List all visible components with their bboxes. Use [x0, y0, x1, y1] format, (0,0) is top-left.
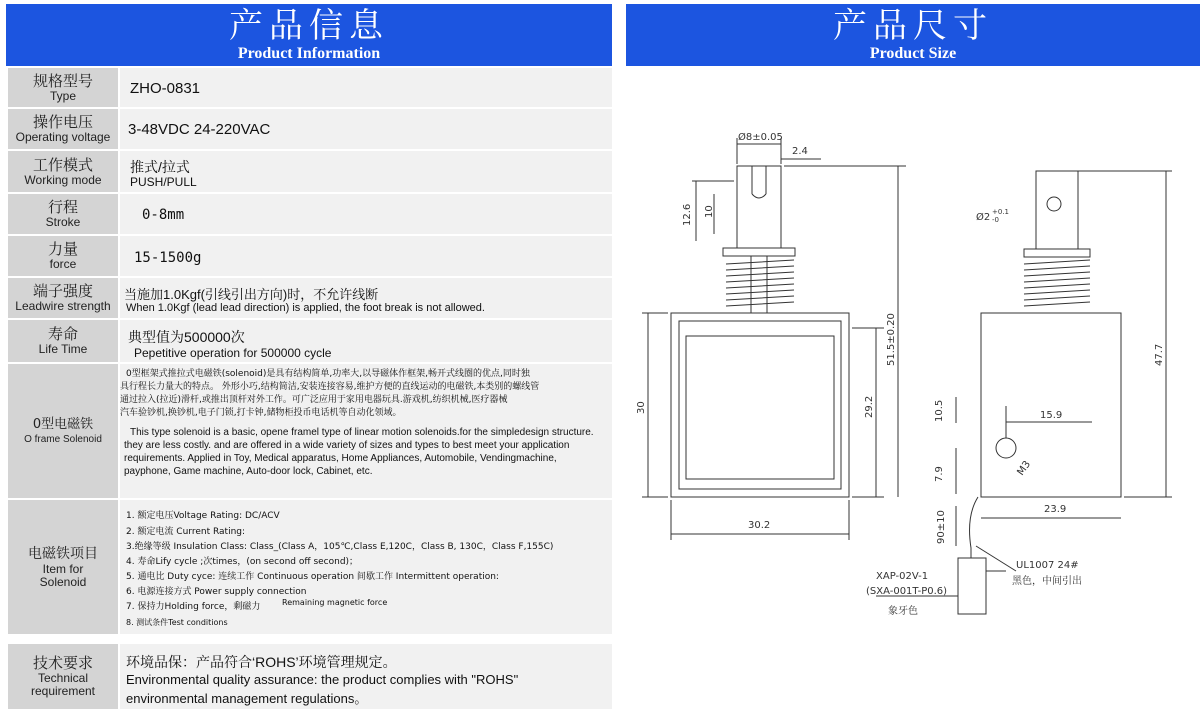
oframe-desc-cn-line: 具行程长力量大的特点。 外形小巧,结构简洁,安装连接容易,维护方便的直线运动的电磁铁,本类别的螺线管 [120, 382, 540, 392]
item-line: 6. 电源连接方式 Power supply connection [126, 587, 307, 597]
dim-51-5: 51.5±0.20 [886, 313, 897, 366]
item-line: 2. 额定电流 Current Rating: [126, 527, 246, 537]
row-value [120, 151, 612, 192]
dim-30: 30 [636, 401, 647, 414]
oframe-desc-cn-line: 通过拉入(拉近)滑杆,或推出顶杆对外工作。可广泛应用于家用电器玩具.游戏机,纺织机械,医疗器械 [120, 395, 508, 405]
oframe-desc-cn-line: 0型框架式推拉式电磁铁(solenoid)是具有结构简单,功率大,以导磁体作框架,畅开式线圈的优点,同时独 [126, 369, 530, 379]
spec-row-stroke [6, 194, 612, 236]
label-cn: 规格型号 [32, 71, 93, 90]
dim-d2: Ø2 [976, 212, 991, 223]
dim-90: 90±10 [936, 510, 947, 544]
connector-color: 象牙色 [888, 606, 918, 617]
tech-value-cn: 环境品保：产品符合‘ROHS’环境管理规定。 [126, 654, 397, 670]
dim-m3: M3 [1015, 459, 1034, 478]
label-cn: 力量 [47, 240, 78, 258]
item-line: 3.绝缘等级 Insulation Class: Class_(Class A，105℃,Class E,120C，Class B, 130C，Class F,155C) [126, 542, 554, 552]
dimension-drawing [626, 66, 1200, 711]
item-line: 5. 通电比 Duty cyce: 连续工作 Continuous operation 间歇工作 Intermittent operation: [126, 572, 499, 582]
oframe-desc-en-line: requirements. Applied in Toy, Medical apparatus, Home Appliances, Automobile, Vendingmachine, [124, 453, 557, 464]
row-value [120, 194, 612, 234]
banner-title-en: Product Size [869, 45, 957, 62]
dim-10: 10 [704, 205, 715, 218]
connector-model: XAP-02V-1 [876, 571, 929, 582]
life-value-cn: 典型值为500000次 [128, 329, 245, 345]
stroke-value: 0-8mm [142, 207, 185, 223]
voltage-value: 3-48VDC 24-220VAC [128, 121, 271, 138]
dim-23-9: 23.9 [1044, 504, 1067, 515]
item-line: 1. 额定电压Voltage Rating: DC/ACV [126, 511, 280, 521]
dim-47-7: 47.7 [1154, 343, 1165, 366]
row-label [8, 364, 118, 498]
label-en: Operating voltage [15, 130, 111, 144]
solenoid-drawing-svg [626, 66, 1200, 711]
mount-hole [996, 438, 1016, 458]
row-value [120, 500, 612, 634]
spec-row-mode [6, 151, 612, 194]
dim-d2-tol-bot: -0 [992, 216, 999, 224]
spec-row-force [6, 236, 612, 278]
row-value [120, 68, 612, 107]
label-en: force [49, 257, 77, 271]
row-label [8, 109, 118, 149]
spec-row-type [6, 68, 612, 109]
item-line: 7. 保持力Holding force，剩磁力 [126, 602, 261, 612]
side-body [981, 313, 1121, 497]
row-label [8, 68, 118, 107]
dim-d2-tol-top: +0.1 [992, 208, 1009, 216]
plunger-outline [737, 166, 781, 248]
remaining-force-note: Remaining magnetic force [282, 598, 388, 607]
row-label [8, 278, 118, 318]
dim-2-4: 2.4 [792, 146, 808, 157]
banner-title-cn: 产品信息 [229, 6, 389, 46]
label-cn: 技术要求 [32, 654, 93, 672]
label-en: Technical [37, 671, 89, 685]
mode-value-cn: 推式/拉式 [130, 159, 190, 175]
product-information-banner [6, 4, 612, 66]
label-en: Life Time [38, 342, 88, 356]
lead-value-cn: 当施加1.0Kgf(引线引出方向)时，不允许线断 [124, 287, 379, 302]
type-value: ZHO-0831 [130, 80, 201, 97]
life-value-en: Pepetitive operation for 500000 cycle [134, 346, 332, 360]
dim-12-6: 12.6 [682, 203, 693, 226]
label-cn: 端子强度 [32, 282, 93, 300]
label-en: Type [49, 88, 76, 103]
spec-row-life [6, 320, 612, 364]
spec-row-voltage [6, 109, 612, 151]
row-label [8, 500, 118, 634]
row-value [120, 236, 612, 276]
row-label [8, 320, 118, 362]
row-label [8, 151, 118, 192]
connector-terminal: (SXA-001T-P0.6) [866, 586, 948, 597]
oframe-desc-en-line: they are less costly. and are offered in a wide variety of sizes and types to best meet your application [124, 440, 570, 451]
item-line: 4. 寿命Lify cycle ;次times，(on second off second)； [126, 557, 359, 567]
row-value [120, 644, 612, 709]
oframe-desc-en-line: This type solenoid is a basic, opene framel type of linear motion solenoids.for the simpledesign structure. [130, 427, 594, 438]
frame-outline [671, 313, 849, 497]
spec-row-items [6, 500, 612, 636]
label-en: O frame Solenoid [24, 434, 102, 445]
label-cn: 电磁铁项目 [28, 545, 98, 562]
banner-title-cn: 产品尺寸 [833, 6, 993, 46]
row-value [120, 109, 612, 149]
row-value [120, 320, 612, 362]
leadwire [970, 497, 978, 558]
spec-row-tech [6, 644, 612, 711]
pin-hole [1047, 197, 1061, 211]
label-en: Item for [42, 561, 84, 576]
dim-10-5: 10.5 [934, 399, 945, 422]
banner-title-en: Product Information [237, 45, 381, 62]
spec-row-lead [6, 278, 612, 320]
label-cn: 操作电压 [32, 113, 93, 131]
label-cn: 寿命 [47, 325, 78, 343]
mode-value-en: PUSH/PULL [130, 175, 197, 189]
label-en: Working mode [24, 172, 102, 187]
row-label [8, 194, 118, 234]
connector [958, 558, 986, 614]
dim-d8: Ø8±0.05 [738, 132, 783, 143]
item-line: 8. 测试条件Test conditions [126, 618, 228, 627]
label-cn: 行程 [47, 198, 78, 216]
label-cn: 0型电磁铁 [32, 417, 94, 432]
lead-value-en: When 1.0Kgf (lead lead direction) is applied, the foot break is not allowed. [126, 302, 485, 314]
dim-30-2: 30.2 [748, 520, 771, 531]
row-label [8, 236, 118, 276]
tech-value-en: environmental management regulations。 [126, 691, 368, 706]
label-en: requirement [30, 684, 96, 698]
wire-color: 黑色，中间引出 [1012, 576, 1082, 587]
label-en: Stroke [45, 215, 81, 229]
row-value [120, 278, 612, 318]
oframe-desc-en-line: payphone, Game machine, Auto-door lock, Cabinet, etc. [124, 466, 373, 477]
label-en: Leadwire strength [15, 299, 111, 313]
force-value: 15-1500g [134, 250, 202, 266]
dim-29-2: 29.2 [864, 395, 875, 418]
row-value [120, 364, 612, 498]
spring [726, 260, 794, 306]
label-cn: 工作模式 [32, 155, 93, 174]
tech-value-en: Environmental quality assurance: the product complies with "ROHS" [126, 672, 519, 687]
label-en: Solenoid [39, 574, 87, 589]
plunger-collar [723, 248, 795, 256]
product-size-banner [626, 4, 1200, 66]
spec-row-oframe [6, 364, 612, 500]
oframe-desc-cn-line: 汽车验钞机,换钞机,电子门锁,打卡钟,储物柜投币电话机等自动化领域。 [120, 408, 402, 418]
dim-15-9: 15.9 [1040, 410, 1063, 421]
row-label [8, 644, 118, 709]
dim-7-9: 7.9 [934, 466, 945, 482]
wire-spec: UL1007 24# [1016, 560, 1079, 571]
